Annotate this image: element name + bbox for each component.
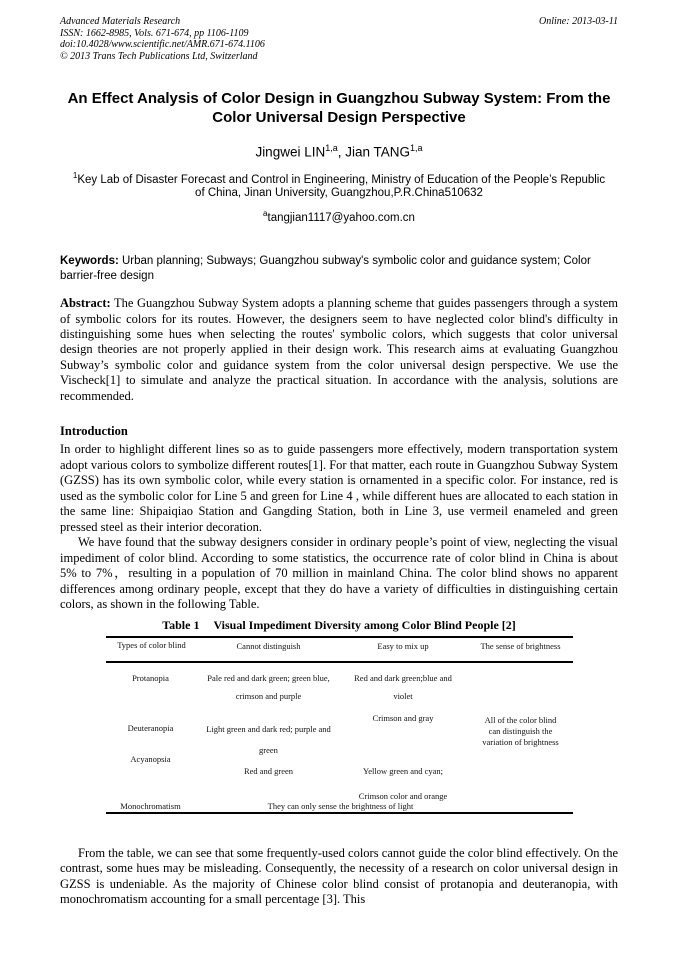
table-caption: [60, 618, 618, 633]
table-caption-label: Table 1: [162, 617, 200, 632]
closing-paragraph: From the table, we can see that some frequently-used colors cannot guide the color blind effectively. On the contrast, some hues may be misleading. Consequently, the necessity of a research on color universal design in GZSS is undeniable. As the majority of Chinese color blind consist of protanopia and deuteranopia, with monochromatism accounting for a small percentage [3]. This: [60, 845, 618, 906]
journal-name: Advanced Materials Research: [60, 16, 181, 27]
intro-paragraph-1: In order to highlight different lines so as to guide passengers more effectively, modern transportation system adopt various colors to symbolize different routes[1]. For that matter, each route in Guangzhou Subway System (GZSS) has its own symbolic color, while every station is ornamented in a specific color. For instance, red is used as the symbolic color for Line 5 and green for Line 4 , while different hues are allocated to each station in the same line: Shipaiqiao Station and Gangding Station, both in Line 3, use vermeil enameled and green pressed steel as their interior decoration.: [60, 442, 618, 534]
table-cell-monochromatism: Monochromatism: [120, 800, 181, 811]
abstract-text: The Guangzhou Subway System adopts a planning scheme that guides passengers through a system of symbolic colors for its routes. However, the designers seem to have neglected color blind's difficulty in distinguishing some hues when selecting the routes' symbolic colors, which suggests that color universal design theories are not properly applied in their design work. This research aims at evaluating Guangzhou Subway’s symbolic color and guidance system from the color universal design perspective. We use the Vischeck[1] to simulate and analyze the practical situation. In accordance with the analysis, solutions are recommended.: [60, 296, 618, 403]
table-cell: green: [259, 744, 278, 755]
section-heading-introduction: Introduction: [60, 424, 128, 438]
affiliation-text: Key Lab of Disaster Forecast and Control in Engineering, Ministry of Education of the People’s Republic of China, Jinan University, Guangzhou,P.R.China510632: [77, 173, 606, 200]
table-cell: Red and dark green;blue and: [354, 672, 452, 683]
paper-title: An Effect Analysis of Color Design in Guangzhou Subway System: From the Color Universal Design Perspective: [67, 90, 611, 126]
table-cell: They can only sense the brightness of light: [267, 800, 414, 811]
author-separator: ,: [337, 144, 346, 160]
email-address: tangjian1117@yahoo.com.cn: [267, 212, 415, 225]
keywords-text: Urban planning; Subways; Guangzhou subway's symbolic color and guidance system; Color barrier-free design: [60, 255, 591, 282]
table1: [106, 636, 573, 816]
affiliation-line: [70, 169, 608, 201]
author-name-1: Jingwei LIN: [255, 144, 326, 160]
abstract-label: Abstract:: [60, 296, 111, 311]
table-cell: can distinguish the: [488, 725, 553, 736]
table-cell: violet: [393, 690, 413, 701]
author-name-2: Jian TANG: [345, 144, 411, 160]
email-superscript: a: [263, 209, 268, 219]
keywords-block: [60, 254, 618, 283]
table-header-rule: [106, 661, 573, 663]
table-bottom-rule: [106, 812, 573, 815]
table-cell: variation of brightness: [482, 736, 559, 747]
table-cell: Yellow green and cyan;: [362, 765, 444, 776]
copyright-line: © 2013 Trans Tech Publications Ltd, Switzerland: [60, 50, 258, 62]
table-cell: Crimson and gray: [372, 712, 434, 723]
intro-paragraph-2: We have found that the subway designers consider in ordinary people’s point of view, neglecting the visual impediment of color blind. According to some statistics, the occurrence rate of color blind in China is about 5% to 7%，resulting in a population of 70 million in mainland China. The color blind shows no apparent differences among ordinary people, except that they do have a variety of difficulties in distinguishing certain colors, as shown in the following Table.: [60, 535, 618, 611]
table-caption-title: Visual Impediment Diversity among Color Blind People [2]: [213, 617, 516, 632]
table-cell: Red and green: [243, 765, 294, 776]
journal-header: [60, 16, 618, 62]
table-cell-deuteranopia: Deuteranopia: [127, 722, 174, 733]
doi-line: doi:10.4028/www.scientific.net/AMR.671-674.1106: [60, 39, 265, 50]
email-line: [60, 209, 618, 224]
table-cell: crimson and purple: [235, 690, 302, 701]
table-cell-acyanopsia: Acyanopsia: [130, 753, 171, 764]
table-top-rule: [106, 636, 573, 639]
table-cell: Light green and dark red; purple and: [206, 723, 331, 734]
abstract-block: [60, 296, 618, 404]
table-cell: Crimson color and orange: [358, 790, 448, 801]
table-header-easy-to-mix-up: Easy to mix up: [377, 640, 429, 651]
online-date: Online: 2013-03-11: [539, 16, 618, 27]
table-header-sense-of-brightness: The sense of brightness: [480, 640, 561, 651]
table-header-types: Types of color blind: [117, 639, 186, 650]
journal-meta: [60, 16, 265, 62]
table-cell-protanopia: Protanopia: [132, 672, 169, 683]
table-header-cannot-distinguish: Cannot distinguish: [236, 640, 301, 651]
authors-line: [60, 143, 618, 160]
issn-line: ISSN: 1662-8985, Vols. 671-674, pp 1106-1109: [60, 27, 249, 39]
table-cell: All of the color blind: [484, 714, 557, 725]
author-superscript-1: 1,a: [325, 143, 338, 153]
author-superscript-2: 1,a: [410, 143, 423, 153]
keywords-label: Keywords:: [60, 255, 119, 268]
table-cell: Pale red and dark green; green blue,: [207, 672, 330, 683]
affiliation-superscript: 1: [72, 170, 78, 180]
